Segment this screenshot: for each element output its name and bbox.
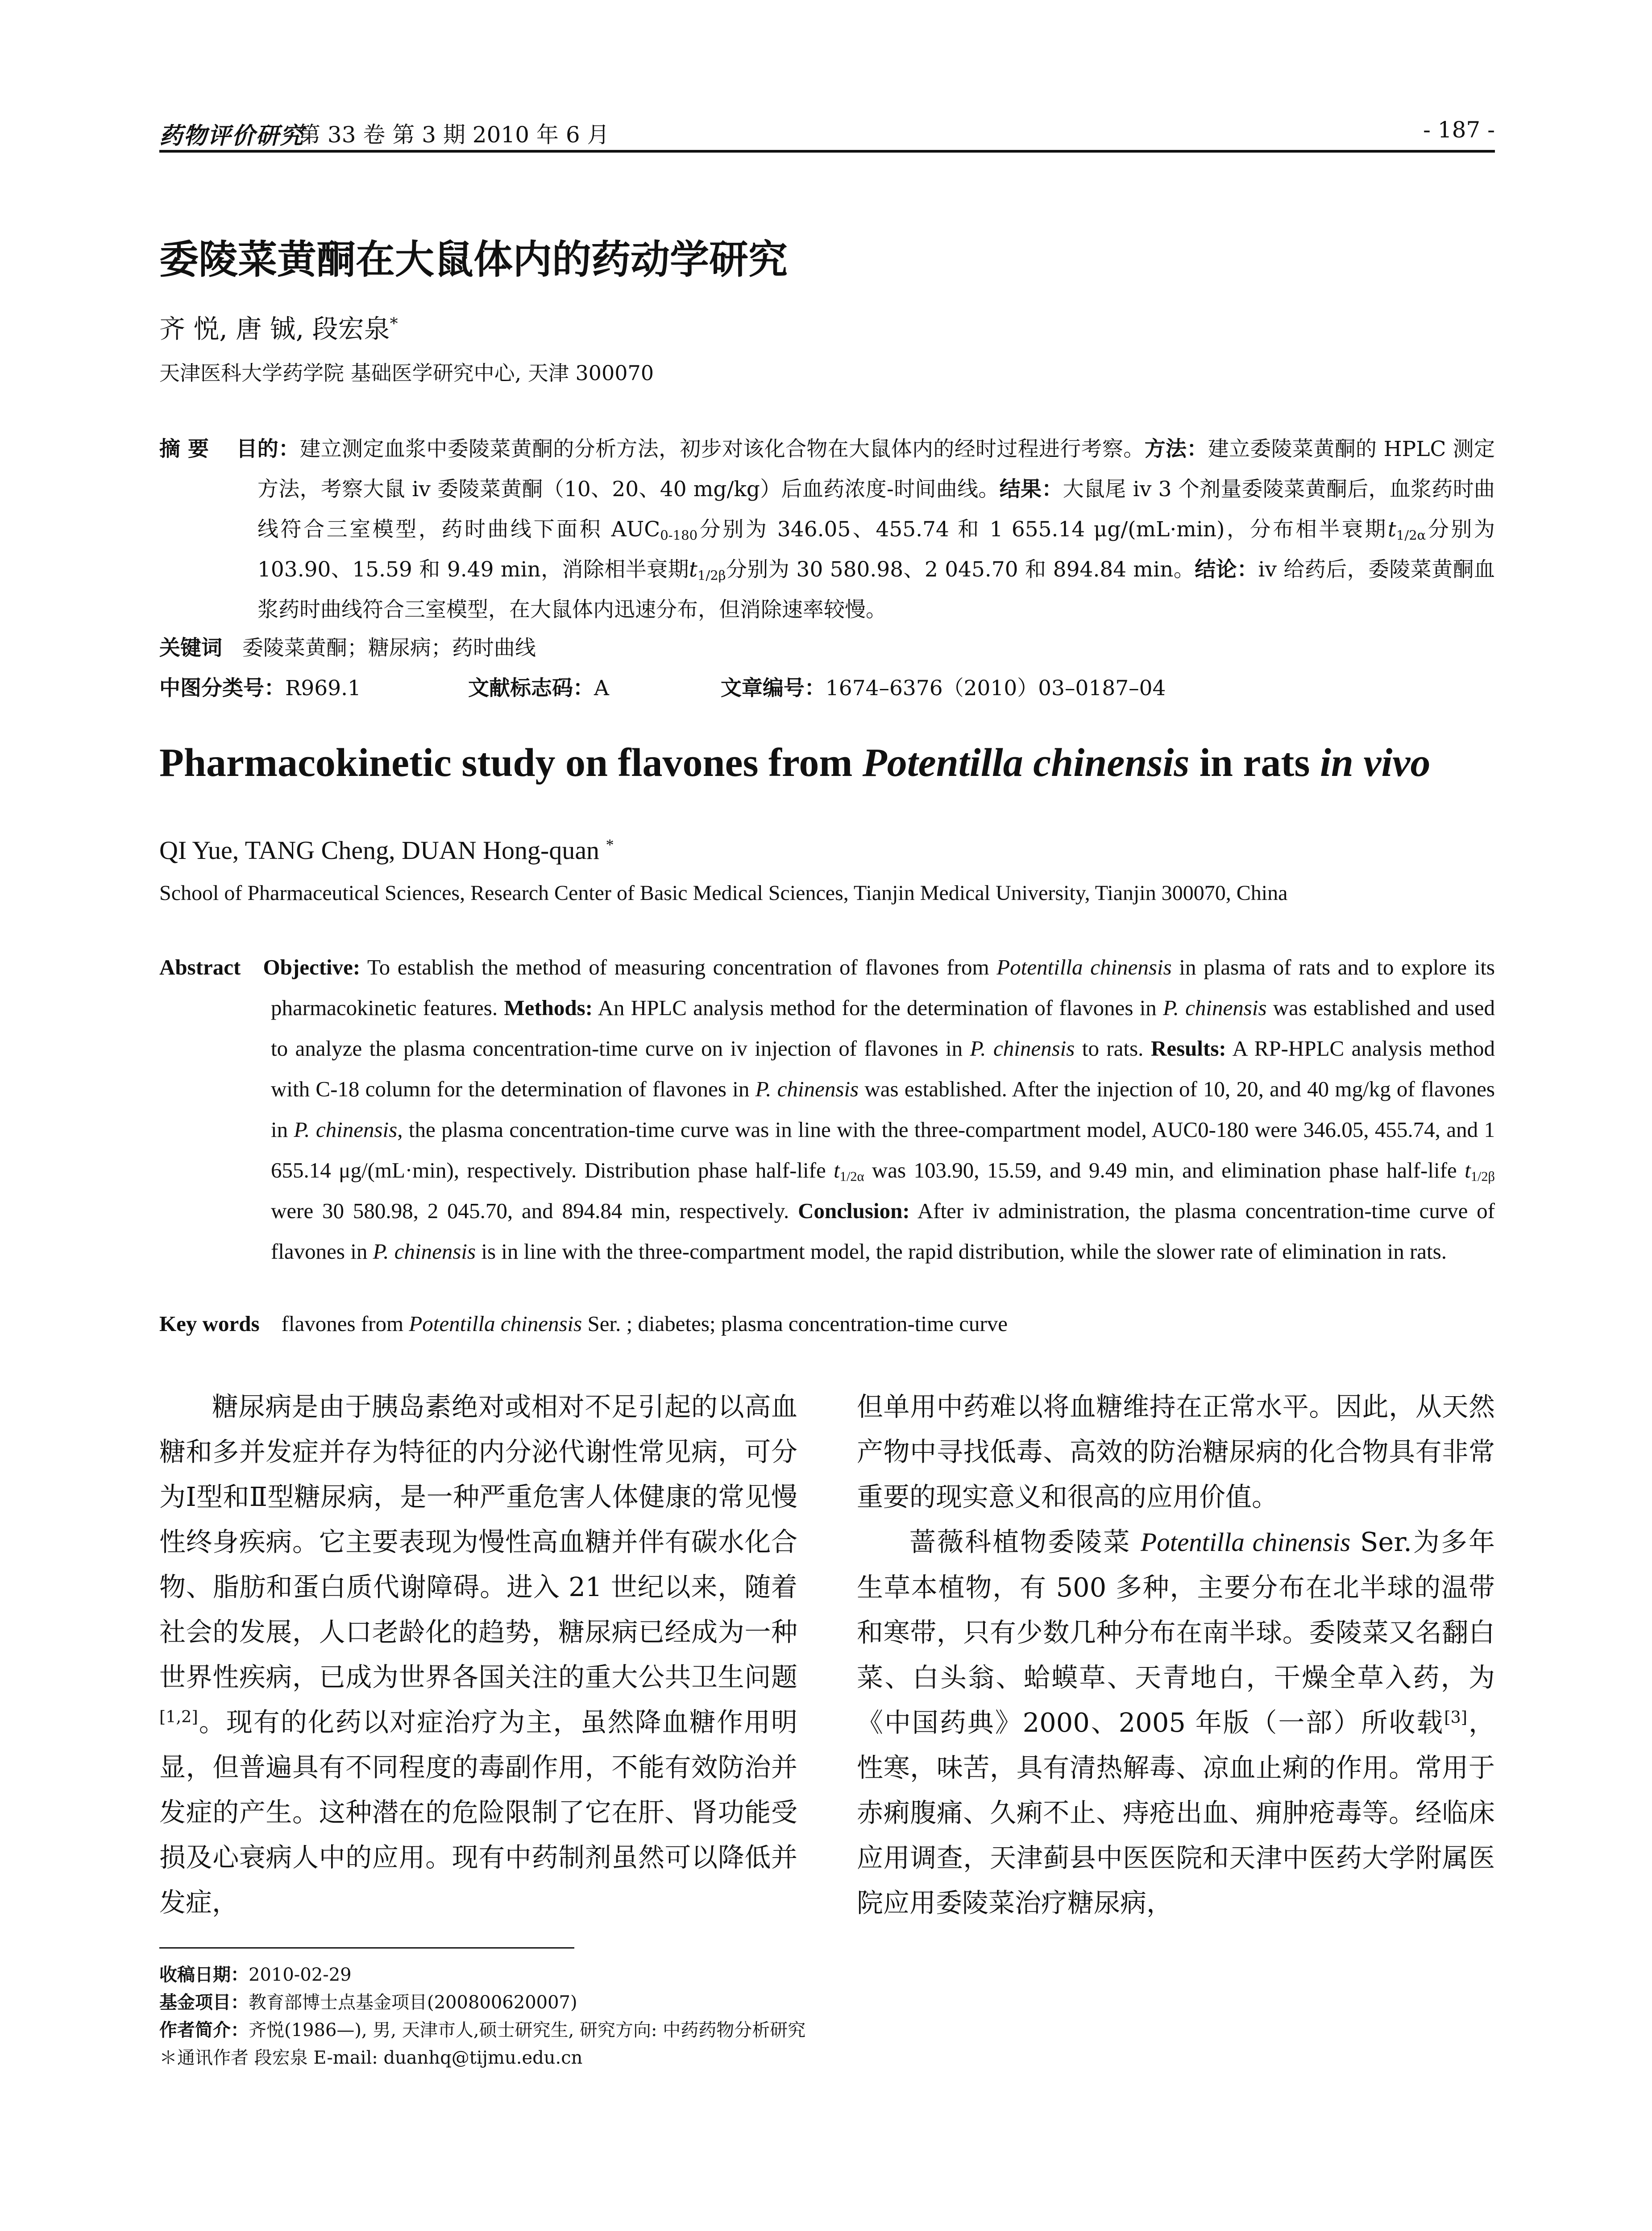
cn-res-sub3: 1/2β [697,568,726,583]
cn-art-label: 文章编号： [720,676,826,701]
en-obj-label: Objective: [263,955,361,979]
en-res-i1: P. chinensis [755,1077,859,1101]
en-res-c: , the plasma concentration-time curve was in line with the three-compartment model, AUC0-180 were 346.05, 455.74, and 1 655.14 μg/(mL·min), respectively. Distribution phase half-life [271,1117,1495,1182]
ref-1-2: [1,2] [159,1707,198,1726]
en-abstract-label: Abstract [159,955,241,979]
en-affiliation: School of Pharmaceutical Sciences, Research Center of Basic Medical Sciences, Tianjin Medical University, Tianjin 300070, China [159,881,1288,905]
cn-meth-text: 建立委陵菜黄酮的 HPLC 测定方法，考察大鼠 iv 委陵菜黄酮（10、20、40 mg/kg）后血药浓度-时间曲线。 [257,437,1495,502]
cn-conc-label: 结论： [1195,557,1258,582]
en-res-i2: P. chinensis [294,1117,398,1142]
en-abstract [159,947,1495,1272]
right-p2-c: ，性寒，味苦，具有清热解毒、凉血止痢的作用。常用于赤痢腹痛、久痢不止、痔疮出血、痈肿疮毒等。经临床应用调查，天津蓟县中医医院和天津中医药大学附属医院应用委陵菜治疗糖尿病， [857,1707,1495,1918]
cn-authors [159,308,398,345]
cn-abstract-label: 摘 要 [159,437,209,461]
en-res-sub2: 1/2β [1470,1169,1495,1184]
en-title-a: Pharmacokinetic study on flavones from [159,741,863,785]
footnotes [159,1961,805,2072]
en-res-a: A RP-HPLC analysis method with C-18 column for the determination of flavones in [271,1036,1495,1101]
cn-res-t1: t [1387,517,1396,542]
cn-kw-label: 关键词 [159,636,222,660]
cn-author-names: 齐 悦, 唐 铖, 段宏泉 [159,314,390,344]
cn-keywords [159,628,1495,668]
left-p1-a: 糖尿病是由于胰岛素绝对或相对不足引起的以高血糖和多并发症并存为特征的内分泌代谢性常见病，可分为Ⅰ型和Ⅱ型糖尿病，是一种严重危害人体健康的常见慢性终身疾病。它主要表现为慢性高血糖并伴有碳水化合物、脂肪和蛋白质代谢障碍。进入 21 世纪以来，随着社会的发展，人口老龄化的趋势，糖尿病已经成为一种世界性疾病，已成为世界各国关注的重大公共卫生问题 [159,1391,797,1692]
en-conc-label: Conclusion: [798,1198,910,1223]
received-date: 2010-02-29 [249,1965,352,1985]
en-kw-i: Potentilla chinensis [409,1311,582,1336]
cn-title: 委陵菜黄酮在大鼠体内的药动学研究 [159,236,788,282]
right-p2-i: Potentilla chinensis [1141,1527,1351,1557]
cn-res-sub2: 1/2α [1396,527,1426,543]
journal-logo: 药物评价研究 [159,122,304,149]
en-meth-i2: P. chinensis [970,1036,1075,1061]
footnote-rule [159,1947,574,1949]
en-meth-label: Methods: [504,995,593,1020]
en-conc-a: After iv administration, the plasma concentration-time curve of flavones in [271,1198,1495,1264]
page-number: - 187 - [1423,117,1495,143]
cn-classification [159,668,1495,709]
cn-res-label: 结果： [999,477,1063,502]
cn-res-text-b: 分别为 346.05、455.74 和 1 655.14 μg/(mL·min)，分布相半衰期 [697,517,1388,542]
footnote-received [159,1961,805,1989]
received-label: 收稿日期： [159,1965,249,1985]
en-obj-a: To establish the method of measuring concentration of flavones from [360,955,997,979]
cn-kw-text: 委陵菜黄酮；糖尿病；药时曲线 [242,636,536,660]
en-obj-i: Potentilla chinensis [996,955,1172,979]
en-meth-b: was established and used to analyze the plasma concentration-time curve on iv injection of flavones in [271,995,1495,1061]
ref-3: [3] [1444,1707,1468,1727]
left-p1-b: 。现有的化药以对症治疗为主，虽然降血糖作用明显，但普遍具有不同程度的毒副作用，不能有效防治并发症的产生。这种潜在的危险限制了它在肝、肾功能受损及心衰病人中的应用。现有中药制剂虽然可以降低并发症， [159,1707,797,1918]
en-author-mark: * [606,836,614,854]
cn-res-t2: t [689,557,697,582]
en-kw-label: Key words [159,1311,260,1336]
cn-doc-label: 文献标志码： [468,676,594,701]
fund-text: 教育部博士点基金项目(200800620007) [249,1992,577,2013]
header-rule [159,150,1495,153]
cn-meth-label: 方法： [1144,437,1208,461]
cn-res-text-c: 分别为 103.90、15.59 和 9.49 min，消除相半衰期 [257,517,1495,582]
cn-res-text-a: 大鼠尾 iv 3 个剂量委陵菜黄酮后，血浆药时曲线符合三室模型，药时曲线下面积 AUC [257,477,1495,542]
en-meth-a: An HPLC analysis method for the determination of flavones in [593,995,1163,1020]
cn-obj-label: 目的： [236,437,300,461]
cn-obj-text: 建立测定血浆中委陵菜黄酮的分析方法，初步对该化合物在大鼠体内的经时过程进行考察。 [299,437,1145,461]
issue-info: 第 33 卷 第 3 期 2010 年 6 月 [298,122,610,148]
right-p2-a: 蔷薇科植物委陵菜 [909,1526,1141,1557]
body-right-column [857,1384,1495,1925]
body-left-column [159,1384,797,1925]
en-kw-a: flavones from [281,1311,409,1336]
en-author-names: QI Yue, TANG Cheng, DUAN Hong-quan [159,836,600,865]
en-res-d: was 103.90, 15.59, and 9.49 min, and elimination phase half-life [864,1158,1465,1182]
footnote-bio [159,2016,805,2044]
en-title-c: in rats [1189,741,1320,785]
bio-label: 作者简介： [159,2020,249,2040]
cn-res-text-d: 分别为 30 580.98、2 045.70 和 894.84 min。 [726,557,1195,582]
cn-author-mark: * [390,315,398,333]
body-paragraph [857,1519,1495,1925]
en-res-t2: t [1465,1158,1471,1182]
en-keywords [159,1311,1008,1336]
cn-res-sub1: 0-180 [660,527,698,543]
en-authors [159,835,614,865]
body-paragraph [159,1384,797,1925]
en-meth-c: to rats. [1075,1036,1151,1061]
en-title [159,740,1430,786]
en-conc-i: P. chinensis [373,1239,476,1264]
en-res-t1: t [834,1158,840,1182]
fund-label: 基金项目： [159,1992,249,2013]
footnote-fund [159,1989,805,2016]
cn-affiliation: 天津医科大学药学院 基础医学研究中心, 天津 300070 [159,361,654,385]
footnote-corresponding: ＊通讯作者 段宏泉 E-mail: duanhq@tijmu.edu.cn [159,2048,583,2068]
en-title-d: in vivo [1320,741,1431,785]
cn-art-text: 1674–6376（2010）03–0187–04 [825,676,1166,701]
en-res-label: Results: [1150,1036,1226,1061]
body-paragraph: 但单用中药难以将血糖维持在正常水平。因此，从天然产物中寻找低毒、高效的防治糖尿病的化合物具有非常重要的现实意义和很高的应用价值。 [857,1391,1495,1512]
right-p2-b: Ser.为多年生草本植物，有 500 多种，主要分布在北半球的温带和寒带，只有少数几种分布在南半球。委陵菜又名翻白菜、白头翁、蛤蟆草、天青地白，干燥全草入药，为《中国药典》2000、2005 年版（一部）所收载 [857,1526,1495,1738]
en-conc-b: is in line with the three-compartment model, the rapid distribution, while the slower rate of elimination in rats. [476,1239,1447,1264]
cn-cls-text: R969.1 [285,676,361,701]
en-res-b: was established. After the injection of 10, 20, and 40 mg/kg of flavones in [271,1077,1495,1142]
en-title-b: Potentilla chinensis [862,741,1190,785]
en-kw-b: Ser. ; diabetes; plasma concentration-time curve [582,1311,1008,1336]
en-res-sub1: 1/2α [839,1169,864,1184]
cn-conc-text: iv 给药后，委陵菜黄酮血浆药时曲线符合三室模型，在大鼠体内迅速分布，但消除速率较慢。 [257,557,1495,622]
cn-abstract [159,429,1495,630]
cn-doc-text: A [594,676,609,701]
cn-cls-label: 中图分类号： [159,676,285,701]
en-meth-i1: P. chinensis [1163,995,1267,1020]
en-res-e: were 30 580.98, 2 045.70, and 894.84 min, respectively. [271,1198,798,1223]
en-obj-b: in plasma of rats and to explore its pharmacokinetic features. [271,955,1495,1020]
bio-text: 齐悦(1986—), 男, 天津市人,硕士研究生, 研究方向: 中药药物分析研究 [249,2020,806,2040]
